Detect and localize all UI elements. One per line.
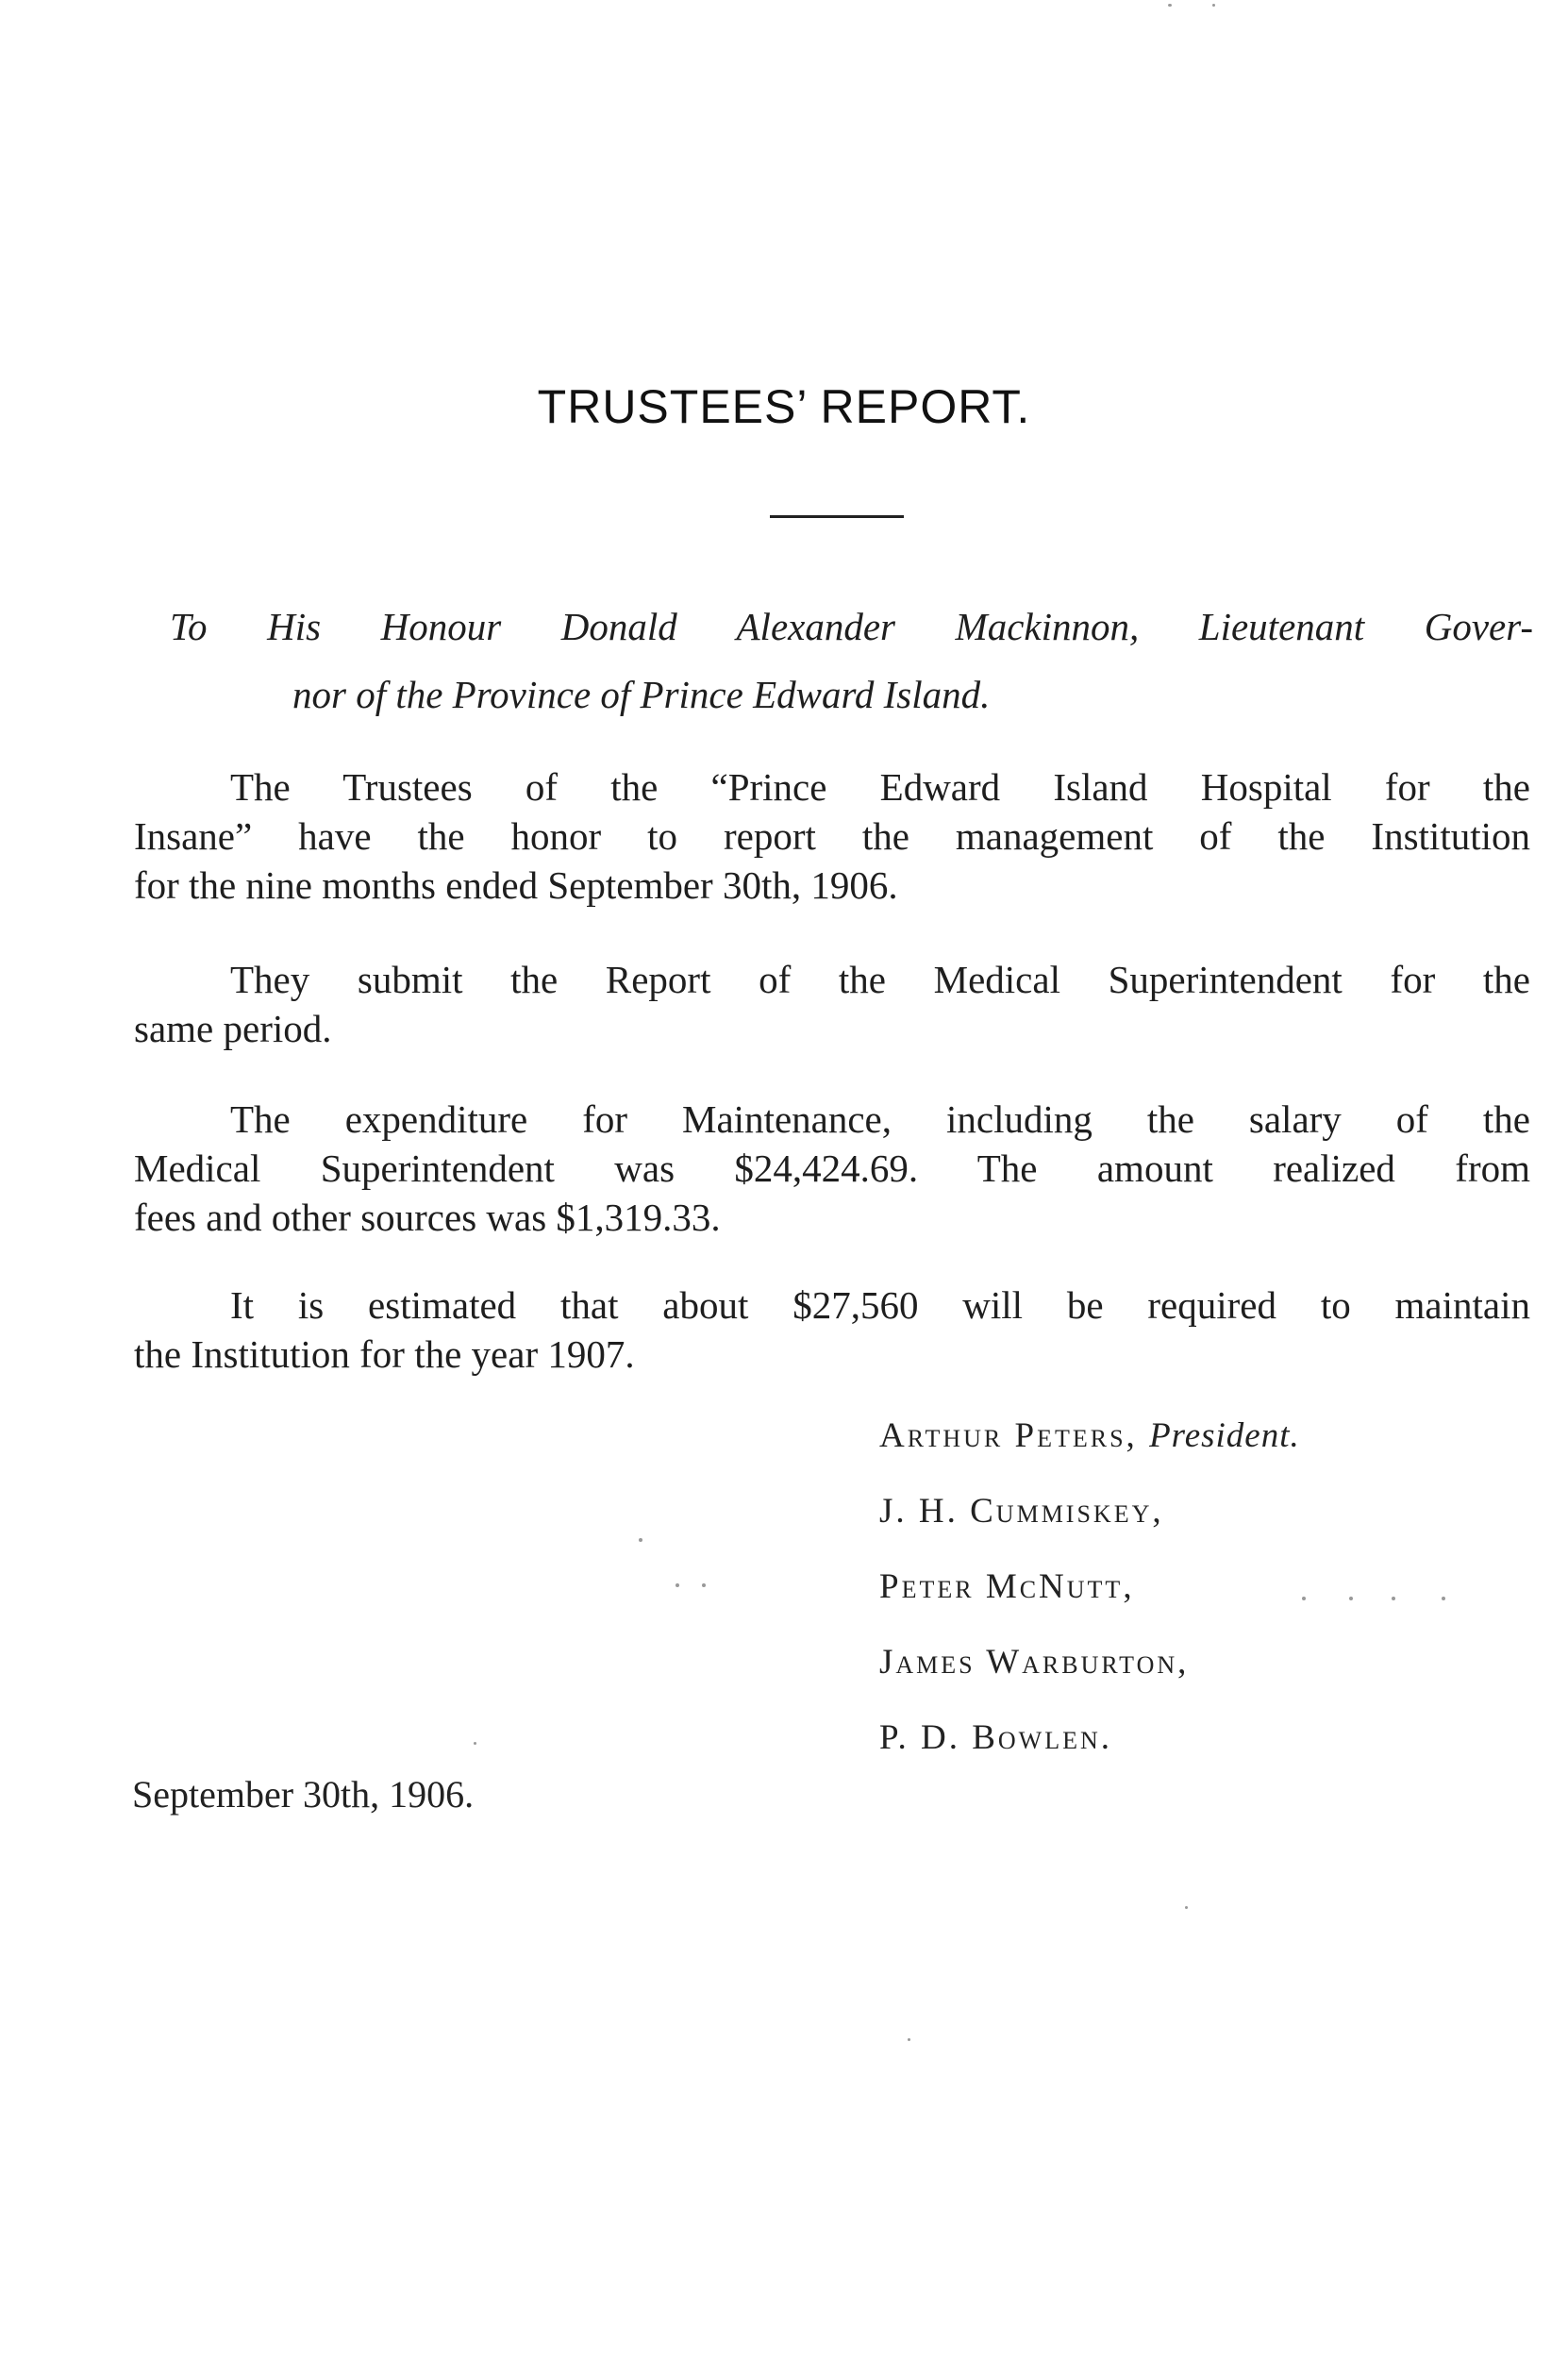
print-speck [702,1583,706,1587]
paragraph-2 [134,955,1530,1053]
paragraph-3 [134,1095,1530,1242]
paragraph-line: The expenditure for Maintenance, including the salary of the [230,1097,1530,1141]
paragraph-line: It is estimated that about $27,560 will be required to maintain [230,1283,1530,1327]
print-speck [1185,1906,1188,1909]
print-speck [908,2038,910,2041]
print-speck [1442,1597,1445,1600]
print-speck [1349,1597,1353,1600]
title-divider [770,515,904,518]
signatory [879,1642,1189,1682]
paragraph-4 [134,1280,1530,1379]
signatory-name: Peter McNutt, [879,1567,1135,1606]
signatory [879,1717,1112,1758]
paragraph-line: same period. [134,1007,332,1050]
signatory [879,1491,1164,1531]
report-title: TRUSTEES’ REPORT. [537,380,1031,433]
address-line-1: To His Honour Donald Alexander Mackinnon, Lieutenant Gover- [170,605,1533,648]
paragraph-line: fees and other sources was $1,319.33. [134,1196,721,1239]
paragraph-line: The Trustees of the “Prince Edward Island Hospital for the [230,765,1530,809]
paragraph-line: Insane” have the honor to report the management of the Institution [134,814,1530,858]
signatory-name: James Warburton, [879,1643,1190,1682]
signatory-name: J. H. Cummiskey, [879,1492,1164,1531]
address-line-2: nor of the Province of Prince Edward Island. [292,673,991,716]
signatory-name: Arthur Peters, [879,1416,1138,1455]
paragraph-line: Medical Superintendent was $24,424.69. The amount realized from [134,1147,1530,1190]
print-speck [1168,4,1172,7]
print-speck [676,1583,679,1587]
paragraph-line: the Institution for the year 1907. [134,1332,635,1376]
print-speck [1392,1597,1395,1600]
report-date: September 30th, 1906. [132,1773,475,1816]
paragraph-1 [134,762,1530,910]
signatory-president [879,1415,1300,1456]
signatory-role: President. [1149,1416,1300,1455]
paragraph-line: They submit the Report of the Medical Superintendent for the [230,958,1530,1001]
print-speck [474,1742,476,1745]
print-speck [639,1538,642,1542]
print-speck [1302,1597,1306,1600]
print-speck [1212,4,1215,7]
signatory-name: P. D. Bowlen. [879,1718,1112,1757]
paragraph-line: for the nine months ended September 30th, 1906. [134,863,898,907]
signatory [879,1566,1135,1607]
